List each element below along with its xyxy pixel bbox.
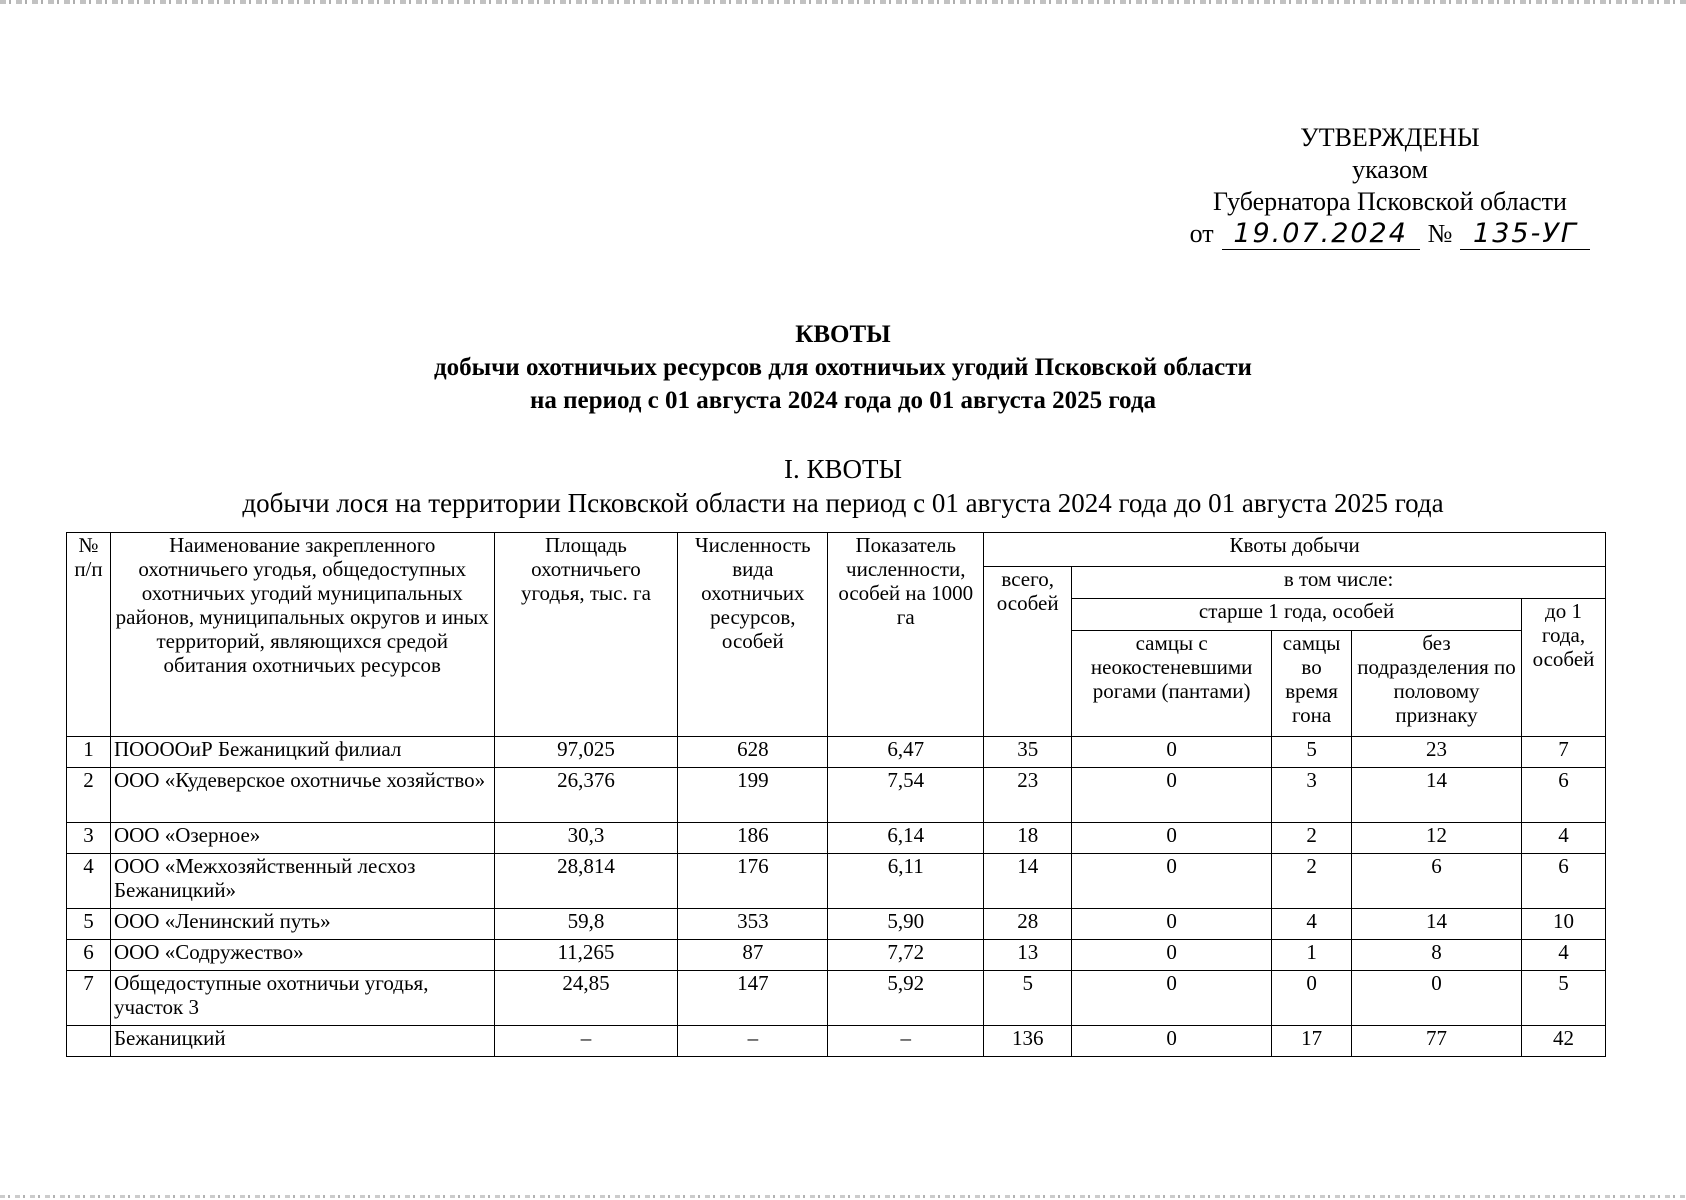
cell-n: 2 [67,768,111,823]
cell-males-velvet: 0 [1072,971,1272,1026]
table-row [67,909,1606,940]
cell-name: ООО «Ленинский путь» [110,909,494,940]
date-prefix: от [1189,219,1214,248]
header-quota: Квоты добычи [984,533,1606,567]
header-males-rut: самцы во время гона [1272,631,1352,737]
cell-under1: 6 [1521,768,1605,823]
approval-line-1: УТВЕРЖДЕНЫ [1300,123,1480,152]
cell-n [67,1026,111,1057]
scan-edge-top [0,0,1686,4]
cell-no-sex: 12 [1352,823,1522,854]
cell-under1: 7 [1521,737,1605,768]
cell-males-velvet: 0 [1072,1026,1272,1057]
cell-population: – [678,1026,828,1057]
title-line-3: на период с 01 августа 2024 года до 01 августа 2025 года [530,387,1156,414]
table-row [67,768,1606,823]
cell-total: 13 [984,940,1072,971]
header-area: Площадь охотничьего угодья, тыс. га [494,533,678,737]
cell-density: 7,54 [828,768,984,823]
cell-density: 7,72 [828,940,984,971]
cell-density: 5,92 [828,971,984,1026]
cell-n: 6 [67,940,111,971]
header-population: Численность вида охотничьих ресурсов, особей [678,533,828,737]
cell-population: 186 [678,823,828,854]
cell-males-rut: 1 [1272,940,1352,971]
approval-line-3: Губернатора Псковской области [1213,187,1567,216]
cell-name: Бежаницкий [110,1026,494,1057]
cell-area: 11,265 [494,940,678,971]
cell-under1: 4 [1521,940,1605,971]
cell-density: – [828,1026,984,1057]
quota-table [66,532,1606,1057]
cell-n: 7 [67,971,111,1026]
header-name: Наименование закрепленного охотничьего угодья, общедоступных охотничьих угодий муниципальных районов, муниципальных округов и иных территорий, являющихся средой обитания охотничьих ресурсов [110,533,494,737]
cell-population: 176 [678,854,828,909]
section-line-2: добычи лося на территории Псковской области на период с 01 августа 2024 года до 01 августа 2025 года [242,488,1444,518]
cell-total: 18 [984,823,1072,854]
cell-population: 199 [678,768,828,823]
handwritten-date: 19.07.2024 [1222,219,1420,250]
header-older: старше 1 года, особей [1072,599,1522,631]
cell-under1: 4 [1521,823,1605,854]
cell-n: 5 [67,909,111,940]
cell-area: 24,85 [494,971,678,1026]
cell-males-rut: 5 [1272,737,1352,768]
cell-males-rut: 3 [1272,768,1352,823]
cell-area: 26,376 [494,768,678,823]
cell-under1: 5 [1521,971,1605,1026]
cell-area: 30,3 [494,823,678,854]
table-row [67,854,1606,909]
cell-under1: 42 [1521,1026,1605,1057]
cell-n: 4 [67,854,111,909]
cell-total: 14 [984,854,1072,909]
title-line-2: добычи охотничьих ресурсов для охотничьих угодий Псковской области [434,354,1252,381]
cell-total: 23 [984,768,1072,823]
document-title [0,318,1686,417]
cell-name: ООО «Межхозяйственный лесхоз Бежаницкий» [110,854,494,909]
approval-date-line [1160,218,1620,250]
cell-density: 6,11 [828,854,984,909]
header-density: Показатель численности, особей на 1000 га [828,533,984,737]
scan-edge-bottom [0,1195,1686,1198]
section-title [0,452,1686,520]
cell-no-sex: 77 [1352,1026,1522,1057]
header-num: № п/п [67,533,111,737]
cell-under1: 10 [1521,909,1605,940]
cell-males-velvet: 0 [1072,940,1272,971]
approval-stamp [1160,122,1620,250]
cell-no-sex: 14 [1352,909,1522,940]
cell-area: 59,8 [494,909,678,940]
cell-males-velvet: 0 [1072,768,1272,823]
cell-area: 28,814 [494,854,678,909]
cell-total: 136 [984,1026,1072,1057]
cell-males-rut: 4 [1272,909,1352,940]
cell-population: 353 [678,909,828,940]
cell-males-rut: 17 [1272,1026,1352,1057]
cell-name: ООО «Кудеверское охотничье хозяйство» [110,768,494,823]
cell-name: Общедоступные охотничьи угодья, участок 3 [110,971,494,1026]
table-row [67,940,1606,971]
cell-area: – [494,1026,678,1057]
cell-no-sex: 0 [1352,971,1522,1026]
number-prefix: № [1427,219,1453,248]
section-line-1: I. КВОТЫ [783,454,903,484]
cell-total: 35 [984,737,1072,768]
cell-under1: 6 [1521,854,1605,909]
cell-total: 28 [984,909,1072,940]
header-no-sex: без подразделения по половому признаку [1352,631,1522,737]
title-line-1: КВОТЫ [795,321,891,348]
cell-no-sex: 6 [1352,854,1522,909]
cell-population: 147 [678,971,828,1026]
cell-males-rut: 2 [1272,823,1352,854]
cell-name: ООО «Озерное» [110,823,494,854]
cell-males-rut: 0 [1272,971,1352,1026]
table-row [67,1026,1606,1057]
header-under1: до 1 года, особей [1521,599,1605,737]
table-row [67,823,1606,854]
cell-no-sex: 14 [1352,768,1522,823]
approval-line-2: указом [1352,155,1428,184]
cell-males-rut: 2 [1272,854,1352,909]
header-males-velvet: самцы с неокостеневшими рогами (пантами) [1072,631,1272,737]
cell-population: 87 [678,940,828,971]
cell-males-velvet: 0 [1072,823,1272,854]
cell-area: 97,025 [494,737,678,768]
cell-density: 6,47 [828,737,984,768]
cell-males-velvet: 0 [1072,909,1272,940]
table-row [67,737,1606,768]
cell-density: 5,90 [828,909,984,940]
cell-name: ПООООиР Бежаницкий филиал [110,737,494,768]
cell-n: 3 [67,823,111,854]
cell-n: 1 [67,737,111,768]
cell-no-sex: 23 [1352,737,1522,768]
cell-density: 6,14 [828,823,984,854]
cell-males-velvet: 0 [1072,737,1272,768]
cell-name: ООО «Содружество» [110,940,494,971]
cell-males-velvet: 0 [1072,854,1272,909]
cell-no-sex: 8 [1352,940,1522,971]
cell-population: 628 [678,737,828,768]
table-row [67,971,1606,1026]
header-including: в том числе: [1072,567,1606,599]
cell-total: 5 [984,971,1072,1026]
handwritten-number: 135-УГ [1460,219,1590,250]
header-total: всего, особей [984,567,1072,737]
